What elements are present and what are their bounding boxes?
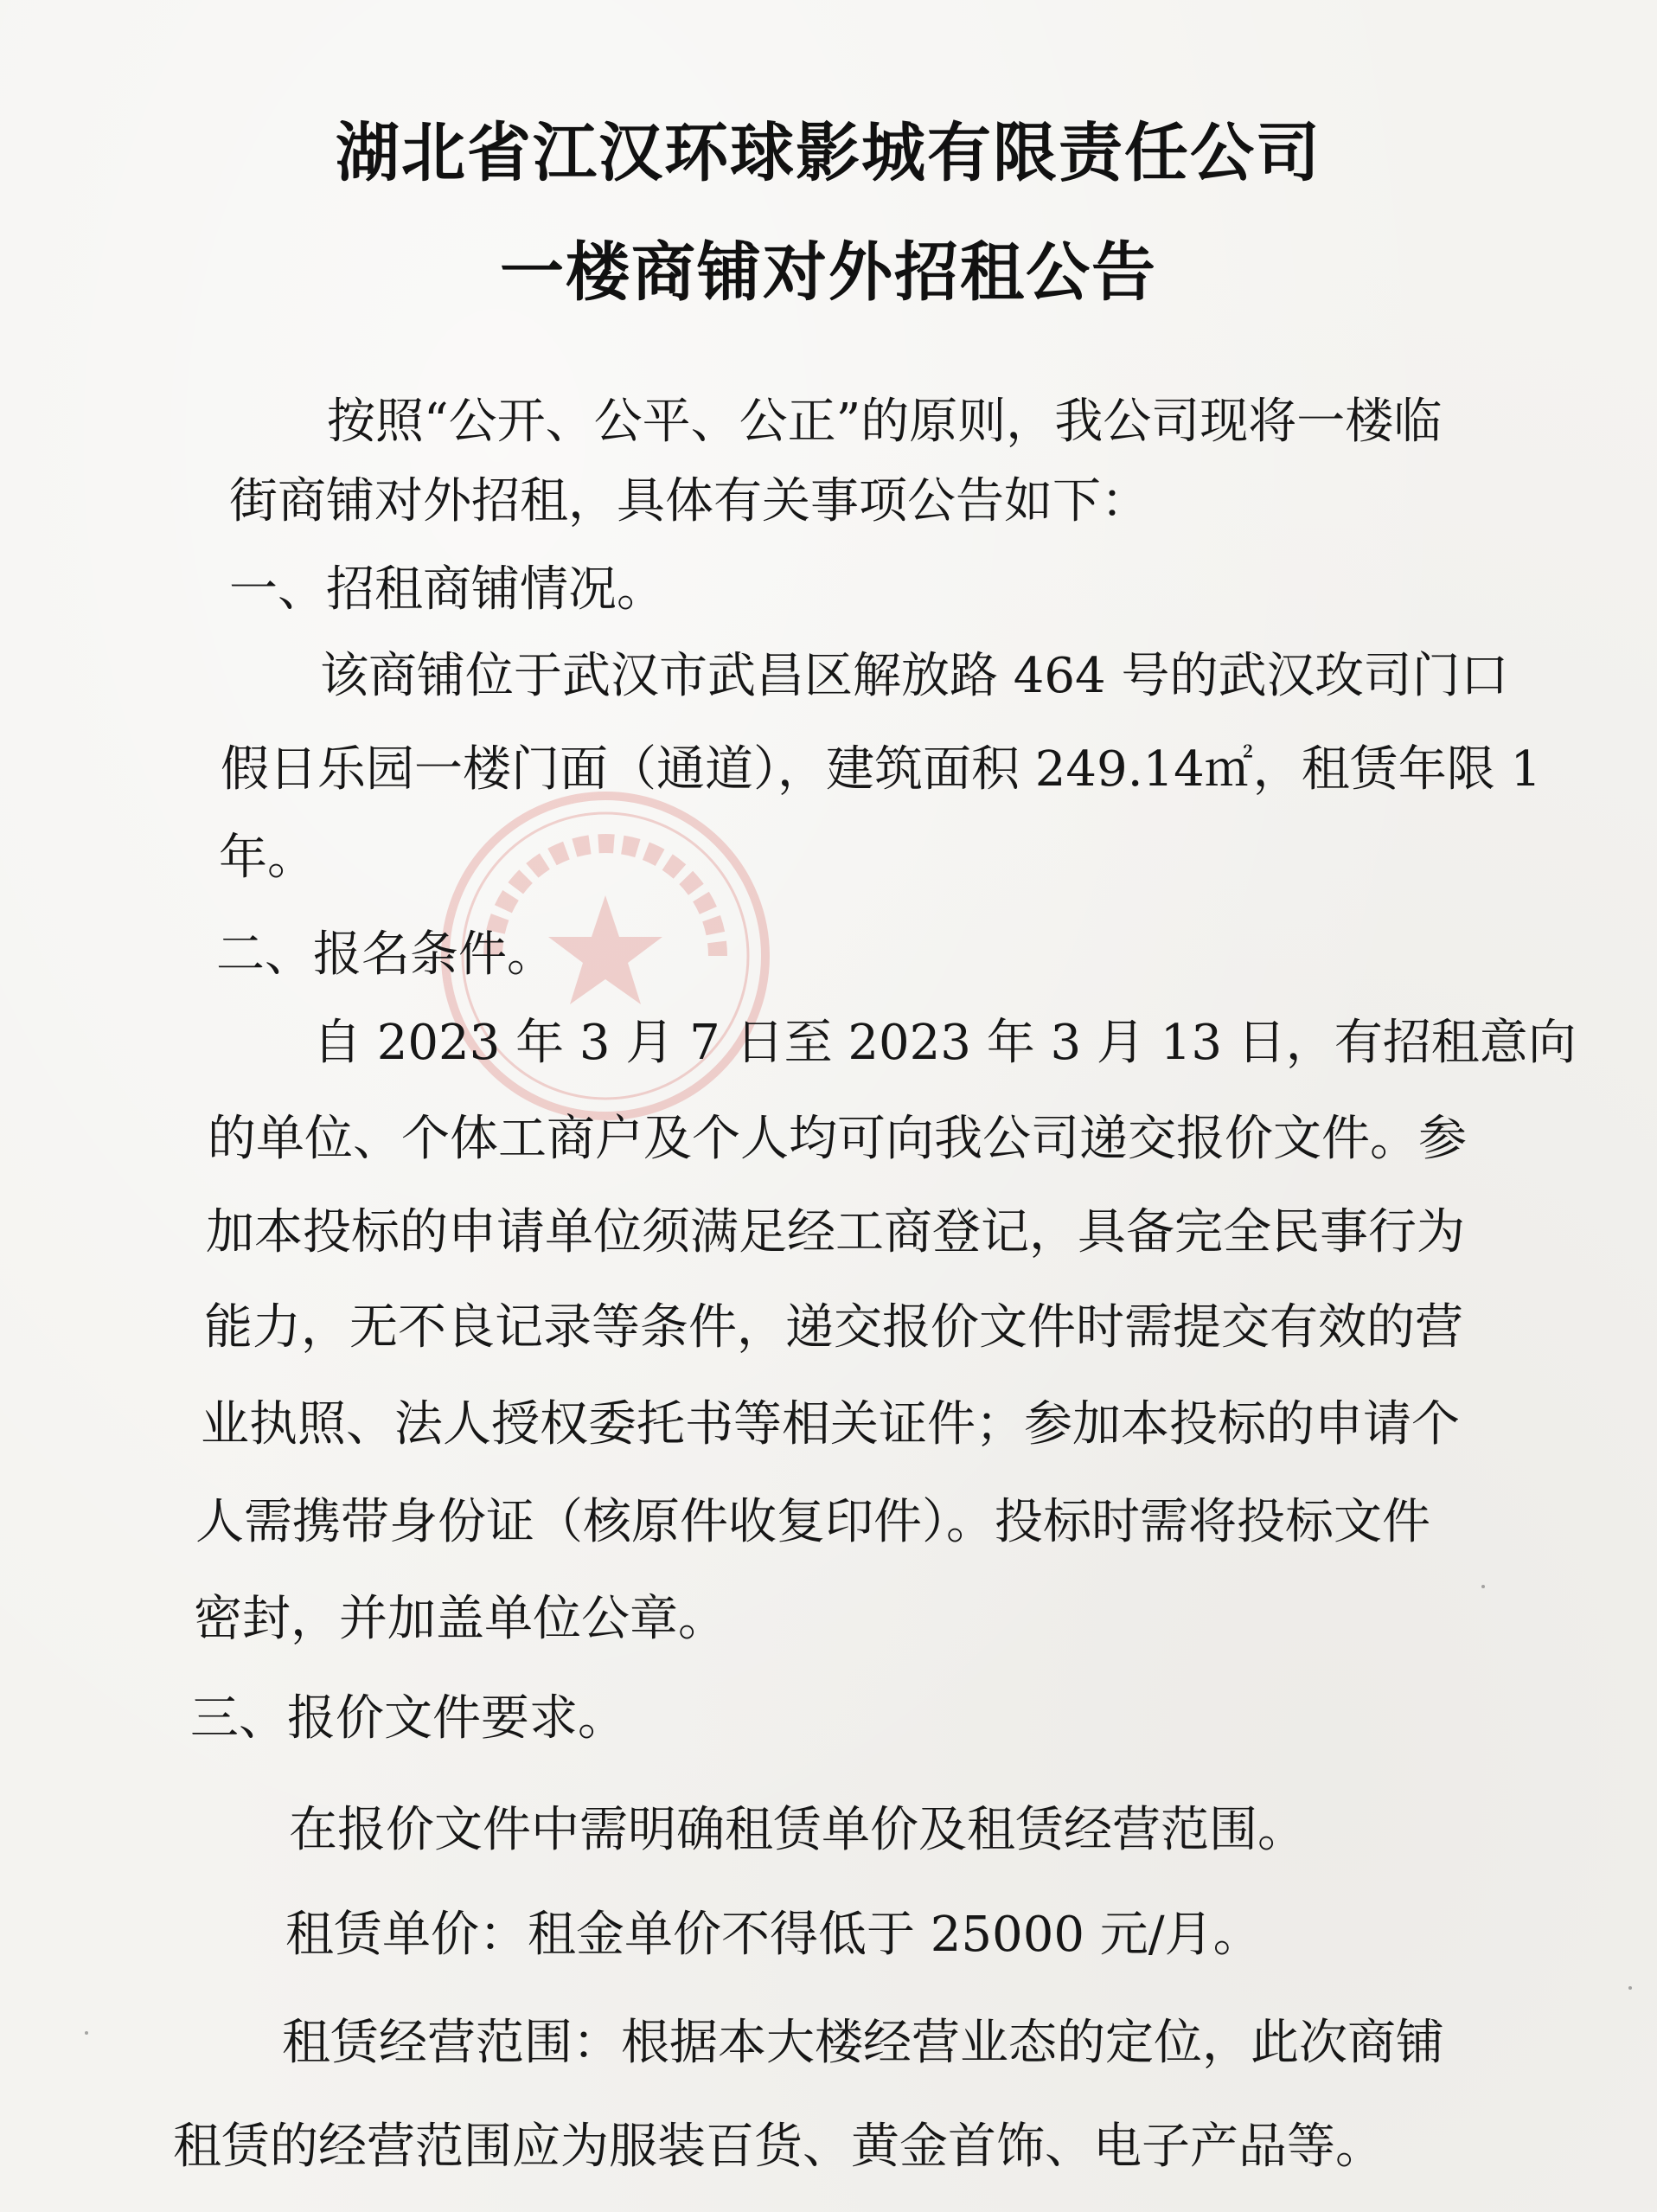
intro-line-2: 街商铺对外招租，具体有关事项公告如下： <box>229 473 1149 529</box>
section-3-heading: 三、报价文件要求。 <box>190 1690 626 1747</box>
section-3-line-4: 租赁的经营范围应为服装百货、黄金首饰、电子产品等。 <box>173 2119 1384 2175</box>
section-1-line-2: 假日乐园一楼门面（通道），建筑面积 249.14㎡，租赁年限 1 <box>221 741 1542 798</box>
section-3-line-2: 租赁单价：租金单价不得低于 25000 元/月。 <box>285 1907 1262 1963</box>
section-1-heading: 一、招租商铺情况。 <box>229 561 665 618</box>
section-2-line-3: 加本投标的申请单位须满足经工商登记，具备完全民事行为 <box>206 1204 1465 1260</box>
scan-speck <box>1481 1585 1485 1588</box>
intro-line-1: 按照“公开、公平、公正”的原则，我公司现将一楼临 <box>327 394 1443 450</box>
scan-speck <box>85 2031 88 2035</box>
document-title-line-2: 一楼商铺对外招租公告 <box>500 235 1157 310</box>
section-2-heading: 二、报名条件。 <box>216 926 555 983</box>
section-2-line-4: 能力，无不良记录等条件，递交报价文件时需提交有效的营 <box>204 1299 1463 1356</box>
scan-speck <box>1628 1986 1632 1990</box>
section-1-line-1: 该商铺位于武汉市武昌区解放路 464 号的武汉玫司门口 <box>320 648 1509 704</box>
section-2-line-5: 业执照、法人授权委托书等相关证件；参加本投标的申请个 <box>201 1396 1460 1452</box>
star-icon <box>548 895 662 1004</box>
section-1-line-3: 年。 <box>219 830 316 886</box>
section-2-line-7: 密封，并加盖单位公章。 <box>194 1591 726 1647</box>
section-3-line-3: 租赁经营范围：根据本大楼经营业态的定位，此次商铺 <box>282 2015 1444 2071</box>
document-title-line-1: 湖北省江汉环球影城有限责任公司 <box>336 116 1321 190</box>
section-2-line-2: 的单位、个体工商户及个人均可向我公司递交报价文件。参 <box>208 1111 1467 1167</box>
section-2-line-6: 人需携带身份证（核原件收复印件）。投标时需将投标文件 <box>195 1494 1430 1550</box>
section-3-line-1: 在报价文件中需明确租赁单价及租赁经营范围。 <box>289 1802 1306 1858</box>
section-2-line-1: 自 2023 年 3 月 7 日至 2023 年 3 月 13 日，有招租意向 <box>313 1015 1577 1071</box>
